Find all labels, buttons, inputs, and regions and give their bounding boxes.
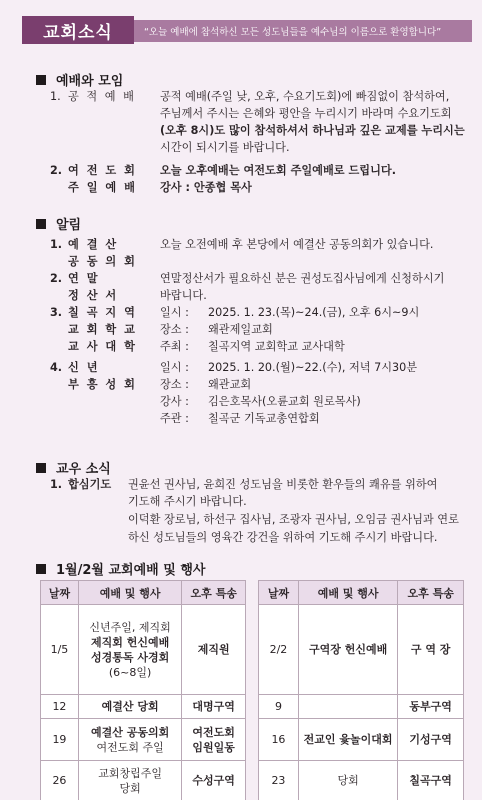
worship-item-2-sub: [50, 179, 470, 196]
item-text: 이덕환 장로님, 하선구 집사님, 조광자 권사님, 오임금 권사님과 연로: [128, 513, 459, 526]
column-header-song: 오후 특송: [398, 581, 464, 605]
table-row: [259, 761, 464, 800]
notice-item-1-sub: [50, 253, 470, 270]
members-block: [50, 476, 470, 547]
item-text: 연말정산서가 필요하신 분은 권성도집사님에게 신청하시기: [160, 272, 445, 285]
item-text: 강사 : 안종협 목사: [160, 181, 252, 194]
table-row: [259, 719, 464, 761]
table-row: [41, 761, 246, 800]
worship-block: [50, 88, 470, 196]
date-cell: 19: [41, 719, 79, 761]
event-cell: 당회: [298, 761, 397, 800]
song-cell: 여전도회 임원일동: [182, 719, 246, 761]
detail-key: 강사 :: [160, 395, 189, 408]
event-line: 예결산 공동의회: [91, 725, 170, 739]
item-text: 오늘 오전예배 후 본당에서 예결산 공동의회가 있습니다.: [160, 238, 434, 251]
event-line: 성경통독 사경회: [91, 650, 170, 664]
date-cell: 1/5: [41, 605, 79, 695]
worship-heading: [36, 70, 123, 89]
notices-block: [50, 236, 470, 427]
event-line: (6~8일): [108, 665, 152, 679]
detail-value: 칠곡군 기독교총연합회: [208, 412, 320, 425]
event-line: 신년주일, 제직회: [89, 620, 171, 634]
detail-key: 주관 :: [160, 412, 189, 425]
date-cell: 12: [41, 695, 79, 719]
item-text: 권윤선 권사님, 윤희진 성도님을 비롯한 환우들의 쾌유를 위하여: [128, 478, 438, 491]
worship-item-1: [50, 88, 470, 105]
column-header-event: 예배 및 행사: [298, 581, 397, 605]
notice-item-2-sub: [50, 287, 470, 304]
item-label: 공 동 의 회: [68, 255, 137, 268]
item-text: 바랍니다.: [160, 289, 207, 302]
detail-value: 2025. 1. 23.(목)~24.(금), 오후 6시~9시: [208, 306, 420, 319]
detail-value: 왜관교회: [208, 378, 252, 391]
event-line: 교회창립주일: [98, 766, 162, 780]
item-label: 정 산 서: [68, 289, 119, 302]
song-cell: 칠곡구역: [398, 761, 464, 800]
table-row: [259, 695, 464, 719]
detail-value: 칠곡지역 교회학교 교사대학: [208, 340, 345, 353]
notices-heading-text: 알림: [56, 218, 82, 233]
item-text: 오늘 오후예배는 여전도회 주일예배로 드립니다.: [160, 164, 396, 177]
item-text: 주님께서 주시는 은혜와 평안을 누리시기 바라며 수요기도회: [160, 107, 452, 120]
schedule-heading: [36, 559, 205, 578]
item-label: 칠 곡 지 역: [68, 306, 137, 319]
schedule-table-february: [258, 580, 464, 800]
square-bullet-icon: [36, 219, 46, 229]
section-title: 교회소식: [22, 16, 134, 44]
song-cell: 제직원: [182, 605, 246, 695]
song-cell: 수성구역: [182, 761, 246, 800]
table-row: [41, 695, 246, 719]
members-heading: [36, 458, 111, 477]
item-number: 4.: [50, 361, 63, 374]
date-cell: 9: [259, 695, 299, 719]
item-label: 예 결 산: [68, 238, 119, 251]
item-text: 기도해 주시기 바랍니다.: [128, 495, 247, 508]
schedule-heading-text: 1월/2월 교회예배 및 행사: [56, 563, 206, 578]
date-cell: 2/2: [259, 605, 299, 695]
square-bullet-icon: [36, 463, 46, 473]
date-cell: 23: [259, 761, 299, 800]
column-header-event: 예배 및 행사: [78, 581, 181, 605]
item-number: 2.: [50, 164, 63, 177]
notice-item-4-sub: [50, 376, 470, 393]
item-label: 주 일 예 배: [68, 181, 137, 194]
square-bullet-icon: [36, 75, 46, 85]
event-cell: 구역장 헌신예배: [298, 605, 397, 695]
item-label: 교 사 대 학: [68, 340, 137, 353]
item-text: 공적 예배(주일 낮, 오후, 수요기도회)에 빠짐없이 참석하여,: [160, 90, 450, 103]
event-cell: [78, 605, 181, 695]
event-cell: [78, 761, 181, 800]
item-number: 1.: [50, 90, 61, 103]
event-line: 제직회 헌신예배: [91, 635, 170, 649]
item-label: 여 전 도 회: [68, 164, 137, 177]
table-row: [41, 605, 246, 695]
item-number: 2.: [50, 272, 63, 285]
worship-heading-text: 예배와 모임: [56, 74, 124, 89]
event-cell: [298, 695, 397, 719]
event-cell: 전교인 윷놀이대회: [298, 719, 397, 761]
table-header-row: [259, 581, 464, 605]
item-label: 부 흥 성 회: [68, 378, 137, 391]
detail-key: 주최 :: [160, 340, 189, 353]
member-item-1: [50, 476, 470, 493]
detail-key: 장소 :: [160, 323, 189, 336]
worship-item-2: [50, 162, 470, 179]
detail-value: 왜관제일교회: [208, 323, 273, 336]
item-label: 교 회 학 교: [68, 323, 137, 336]
item-label: 신 년: [68, 361, 100, 374]
notice-item-3-sub: [50, 321, 470, 338]
date-cell: 16: [259, 719, 299, 761]
members-heading-text: 교우 소식: [56, 462, 111, 477]
detail-value: 김은호목사(오륜교회 원로목사): [208, 395, 361, 408]
column-header-song: 오후 특송: [182, 581, 246, 605]
square-bullet-icon: [36, 564, 46, 574]
song-cell: 구 역 장: [398, 605, 464, 695]
item-label: 공 적 예 배: [68, 90, 136, 103]
notice-item-4-sub: [50, 393, 470, 410]
table-row: [41, 719, 246, 761]
item-number: 1.: [50, 478, 63, 491]
event-cell: 예결산 당회: [78, 695, 181, 719]
event-line: 당회: [119, 781, 141, 795]
song-cell: 대명구역: [182, 695, 246, 719]
item-number: 1.: [50, 238, 63, 251]
item-text: (오후 8시)도 많이 참석하셔서 하나님과 깊은 교제를 누리시는: [160, 124, 465, 137]
song-cell: 동부구역: [398, 695, 464, 719]
detail-key: 일시 :: [160, 361, 189, 374]
detail-value: 2025. 1. 20.(월)~22.(수), 저녁 7시30분: [208, 361, 418, 374]
date-cell: 26: [41, 761, 79, 800]
song-cell: 기성구역: [398, 719, 464, 761]
schedule-table-january: [40, 580, 246, 800]
welcome-banner: “오늘 예배에 참석하신 모든 성도님들을 예수님의 이름으로 환영합니다”: [134, 20, 472, 42]
column-header-date: 날짜: [259, 581, 299, 605]
item-text: 하신 성도님들의 영육간 강건을 위하여 기도해 주시기 바랍니다.: [128, 531, 438, 544]
item-text: 시간이 되시기를 바랍니다.: [160, 141, 290, 154]
notice-item-4: [50, 359, 470, 376]
notice-item-3: [50, 304, 470, 321]
detail-key: 장소 :: [160, 378, 189, 391]
notices-heading: [36, 214, 81, 233]
event-cell: [78, 719, 181, 761]
column-header-date: 날짜: [41, 581, 79, 605]
detail-key: 일시 :: [160, 306, 189, 319]
item-label: 합심기도: [68, 478, 112, 491]
table-header-row: [41, 581, 246, 605]
notice-item-1: [50, 236, 470, 253]
event-line: 여전도회 주일: [96, 740, 164, 754]
table-row: [259, 605, 464, 695]
notice-item-2: [50, 270, 470, 287]
notice-item-3-sub: [50, 338, 470, 355]
item-label: 연 말: [68, 272, 100, 285]
notice-item-4-sub: [50, 410, 470, 427]
item-number: 3.: [50, 306, 63, 319]
